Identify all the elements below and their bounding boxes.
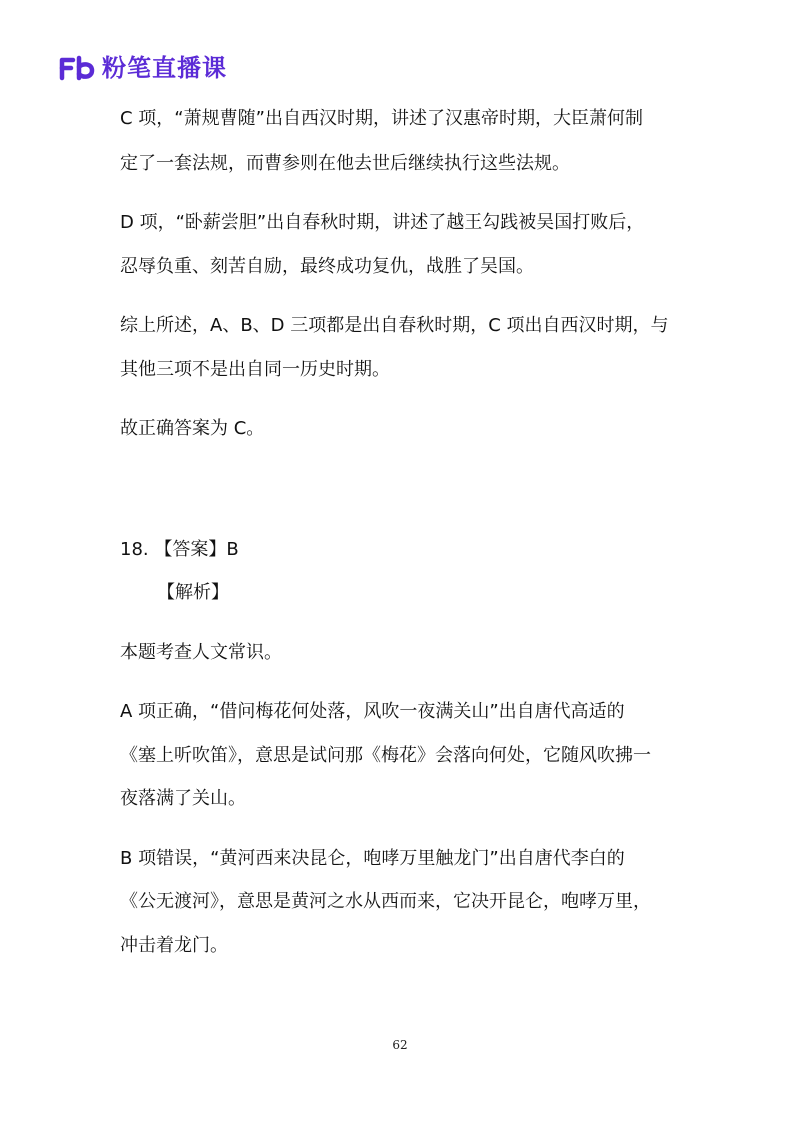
q18-option-a-line-1: A 项正确，“借问梅花何处落，风吹一夜满关山”出自唐代高适的 — [120, 701, 625, 722]
brand-logo — [58, 52, 227, 84]
q18-option-b-line-2: 《公无渡河》，意思是黄河之水从西而来，它决开昆仑，咆哮万里， — [120, 891, 651, 912]
summary-line-2: 其他三项不是出自同一历史时期。 — [120, 359, 390, 380]
q18-option-a-line-2: 《塞上听吹笛》，意思是试问那《梅花》会落向何处，它随风吹拂一 — [120, 745, 651, 766]
option-d-line-2: 忍辱负重、刻苦自励，最终成功复仇，战胜了吴国。 — [120, 256, 534, 277]
fenbi-fb-logo-icon — [58, 55, 98, 81]
q18-analysis-heading: 【解析】 — [157, 582, 229, 603]
conclusion-line: 故正确答案为 C。 — [120, 418, 265, 439]
q18-option-b-line-1: B 项错误，“黄河西来决昆仑，咆哮万里触龙门”出自唐代李白的 — [120, 848, 625, 869]
summary-line-1: 综上所述，A、B、D 三项都是出自春秋时期，C 项出自西汉时期，与 — [120, 315, 669, 336]
page-number: 62 — [392, 1038, 408, 1052]
q18-topic: 本题考查人文常识。 — [120, 642, 282, 663]
brand-name: 粉笔直播课 — [102, 54, 227, 82]
q18-option-a-line-3: 夜落满了关山。 — [120, 788, 246, 809]
q18-option-b-line-3: 冲击着龙门。 — [120, 935, 228, 956]
q18-answer: 18. 【答案】B — [120, 539, 239, 560]
option-c-line-2: 定了一套法规，而曹参则在他去世后继续执行这些法规。 — [120, 153, 570, 174]
option-c-line-1: C 项，“萧规曹随”出自西汉时期，讲述了汉惠帝时期，大臣萧何制 — [120, 108, 643, 129]
option-d-line-1: D 项，“卧薪尝胆”出自春秋时期，讲述了越王勾践被吴国打败后， — [120, 212, 645, 233]
